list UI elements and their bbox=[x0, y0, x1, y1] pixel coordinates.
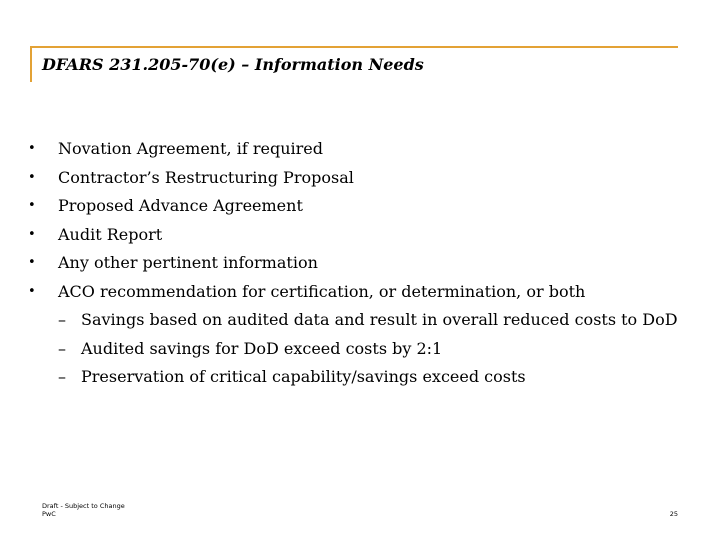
sub-bullet-item bbox=[28, 308, 698, 337]
bullet-text: Proposed Advance Agreement bbox=[58, 196, 303, 215]
bullet-marker: • bbox=[28, 141, 36, 156]
bullet-marker: • bbox=[28, 283, 36, 299]
bullet-text: Any other pertinent information bbox=[58, 253, 318, 272]
page-number: 25 bbox=[669, 510, 678, 518]
header-rule-vertical bbox=[30, 46, 32, 82]
bullet-text: ACO recommendation for certification, or determination, or both bbox=[58, 281, 586, 301]
slide-title: DFARS 231.205-70(e) – Information Needs bbox=[42, 55, 424, 74]
footer bbox=[42, 502, 125, 518]
bullet-list bbox=[28, 137, 698, 394]
bullet-marker: • bbox=[28, 255, 36, 270]
bullet-text: Novation Agreement, if required bbox=[58, 139, 323, 158]
dash-marker: – bbox=[58, 310, 66, 329]
footer-company: PwC bbox=[42, 510, 56, 518]
bullet-marker: • bbox=[28, 226, 36, 242]
sub-bullet-text: Preservation of critical capability/savings exceed costs bbox=[81, 367, 526, 386]
sub-bullet-text: Audited savings for DoD exceed costs by 2:1 bbox=[81, 338, 443, 358]
sub-bullet-item bbox=[28, 365, 698, 394]
footer-draft-note: Draft - Subject to Change bbox=[42, 502, 125, 510]
bullet-marker: • bbox=[28, 198, 36, 213]
bullet-item bbox=[28, 194, 698, 223]
bullet-item bbox=[28, 166, 698, 195]
dash-marker: – bbox=[58, 338, 66, 358]
bullet-item bbox=[28, 137, 698, 166]
bullet-item bbox=[28, 280, 698, 309]
bullet-text: Audit Report bbox=[58, 224, 163, 244]
bullet-marker: • bbox=[28, 169, 36, 185]
sub-bullet-item bbox=[28, 337, 698, 366]
bullet-item bbox=[28, 251, 698, 280]
bullet-text: Contractor’s Restructuring Proposal bbox=[58, 167, 354, 187]
dash-marker: – bbox=[58, 367, 66, 386]
header-rule-horizontal bbox=[30, 46, 678, 48]
sub-bullet-text: Savings based on audited data and result in overall reduced costs to DoD bbox=[81, 310, 678, 329]
bullet-item bbox=[28, 223, 698, 252]
